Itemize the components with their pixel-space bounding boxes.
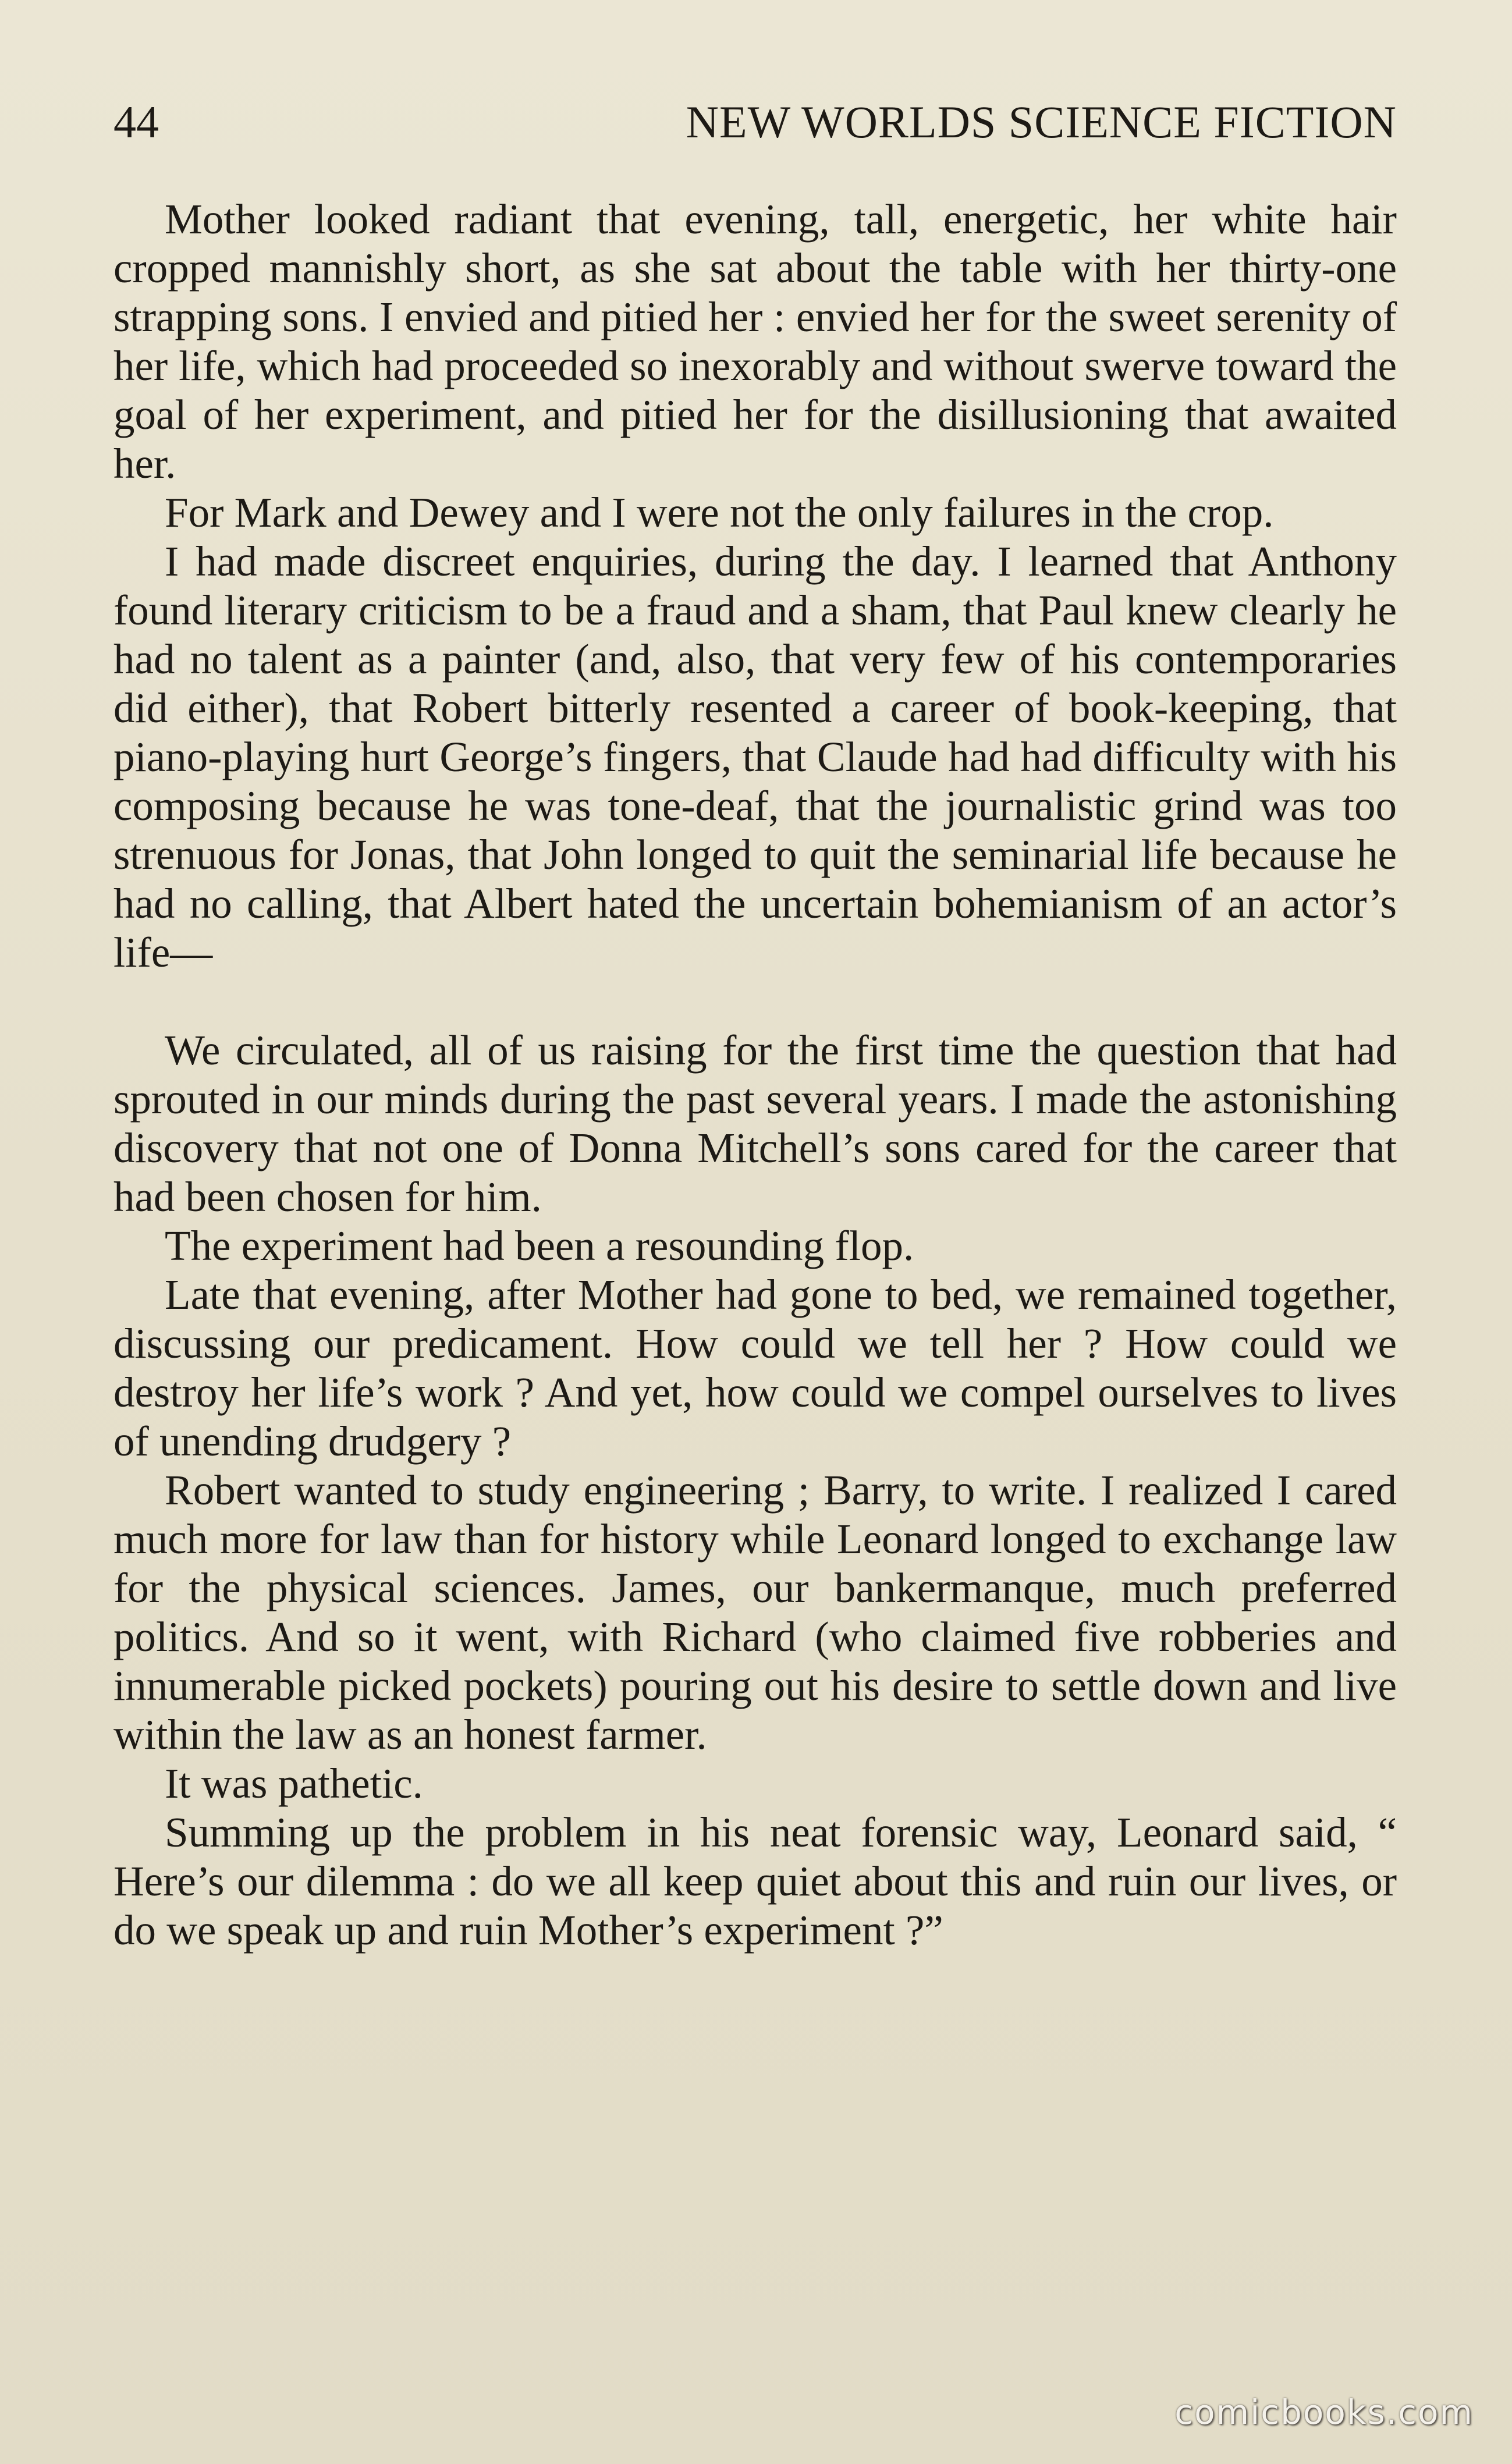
story-text: [113, 195, 1397, 1955]
running-title: NEW WORLDS SCIENCE FICTION: [686, 97, 1397, 147]
section-break: [113, 977, 1397, 1026]
paragraph: For Mark and Dewey and I were not the only failures in the crop.: [165, 489, 1274, 536]
page-header: [113, 93, 1397, 151]
site-watermark: comicbooks.com: [1174, 2392, 1474, 2432]
paragraph: Mother looked radiant that evening, tall, energetic, her white hair cropped mannishly short, as she sat about the table with her thirty-one strapping sons. I envied and pitied her : envied her for the sweet serenity of her life, which had proceeded so inexorably and without swerve toward the goal of her experiment, and pitied her for the disillusioning that awaited her.: [113, 196, 1397, 487]
paragraph: We circulated, all of us raising for the first time the question that had sprouted in our minds during the past several years. I made the astonishing discovery that not one of Donna Mitchell’s sons cared for the career that had been chosen for him.: [113, 1027, 1397, 1220]
paragraph: Summing up the problem in his neat forensic way, Leonard said, “ Here’s our dilemma : do we all keep quiet about this and ruin our lives, or do we speak up and ruin Mother’s experiment ?”: [113, 1809, 1397, 1954]
page-number: 44: [113, 97, 159, 147]
paragraph: The experiment had been a resounding flop.: [165, 1222, 914, 1269]
paragraph: It was pathetic.: [165, 1760, 423, 1807]
paragraph: Late that evening, after Mother had gone to bed, we remained together, discussing our predicament. How could we tell her ? How could we destroy her life’s work ? And yet, how could we compel ourselves to lives of unending drudgery ?: [113, 1271, 1397, 1465]
paragraph: Robert wanted to study engineering ; Barry, to write. I realized I cared much more for law than for history while Leonard longed to exchange law for the physical sciences. James, our bankermanque, much preferred politics. And so it went, with Richard (who claimed five robberies and innumerable picked pockets) pouring out his desire to settle down and live within the law as an honest farmer.: [113, 1467, 1397, 1758]
paragraph: I had made discreet enquiries, during the day. I learned that Anthony found literary criticism to be a fraud and a sham, that Paul knew clearly he had no talent as a painter (and, also, that very few of his contemporaries did either), that Robert bitterly resented a career of book-keeping, that piano-playing hurt George’s fingers, that Claude had had difficulty with his composing because he was tone-deaf, that the journalistic grind was too strenuous for Jonas, that John longed to quit the seminarial life because he had no calling, that Albert hated the uncertain bohemianism of an actor’s life—: [113, 538, 1397, 976]
